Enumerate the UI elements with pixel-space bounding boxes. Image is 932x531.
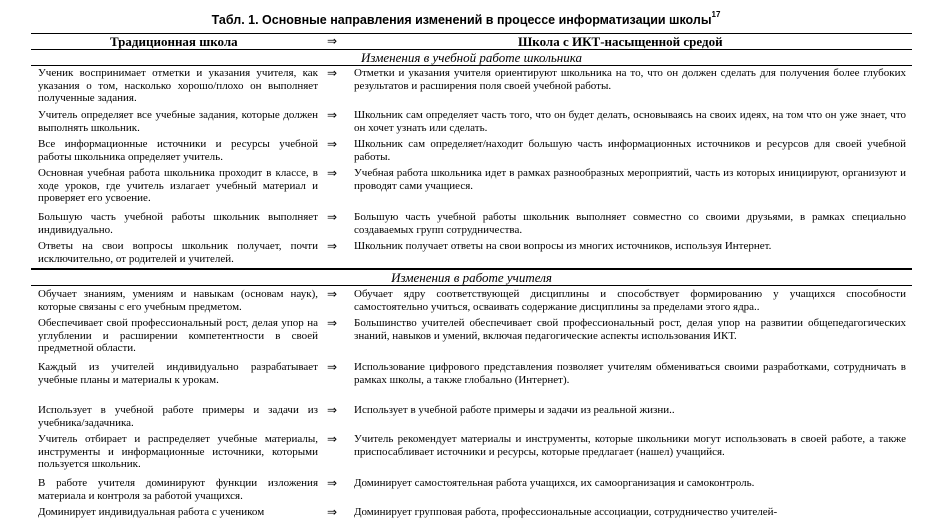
arrow-icon: ⇒ (327, 403, 338, 417)
section-rule-teacher (31, 285, 912, 286)
traditional-cell: В работе учителя доминируют функции изложения материала и контроля за работой учащихся. (38, 477, 318, 502)
arrow-icon: ⇒ (327, 287, 338, 301)
arrow-icon: ⇒ (327, 432, 338, 446)
ict-cell: Учебная работа школьника идет в рамках разнообразных мероприятий, часть из которых инициируют, организуют и проводят сами учащиеся. (354, 167, 906, 192)
section-title-teacher: Изменения в работе учителя (391, 270, 552, 285)
ict-cell: Школьник сам определяет часть того, что он будет делать, основываясь на своих идеях, на том что он уже знает, что он хочет узнать или сделать. (354, 109, 906, 134)
traditional-cell: Каждый из учителей индивидуально разрабатывает учебные планы и материалы к урокам. (38, 361, 318, 386)
footnote-marker: 17 (711, 10, 721, 19)
ict-cell: Обучает ядру соответствующей дисциплины и способствует формированию у учащихся способности самостоятельно учиться, осваивать содержание дисциплины за пределами этого ядра.. (354, 288, 906, 313)
traditional-cell: Обеспечивает свой профессиональный рост, делая упор на углублении и расширении компетентности в своей предметной области. (38, 317, 318, 355)
traditional-cell: Учитель отбирает и распределяет учебные материалы, инструменты и информационные источники, которыми пользуется школьник. (38, 433, 318, 471)
traditional-cell: Большую часть учебной работы школьник выполняет индивидуально. (38, 211, 318, 236)
arrow-icon: ⇒ (327, 360, 338, 374)
column-header-ict: Школа с ИКТ-насыщенной средой (518, 34, 723, 49)
arrow-icon: ⇒ (327, 476, 338, 490)
arrow-icon: ⇒ (327, 137, 338, 151)
arrow-icon: ⇒ (327, 166, 338, 180)
column-header-traditional: Традиционная школа (110, 34, 238, 49)
arrow-icon: ⇒ (327, 66, 338, 80)
ict-cell: Отметки и указания учителя ориентируют школьника на то, что он должен сделать для получения более глубоких результатов и расширения поля своей учебной работы. (354, 67, 906, 92)
arrow-icon: ⇒ (327, 210, 338, 224)
ict-cell: Использование цифрового представления позволяет учителям обмениваться своими разработками, сотрудничать в рамках школы, а также глобально (Интернет). (354, 361, 906, 386)
ict-cell: Школьник сам определяет/находит большую часть информационных источников и ресурсов для своей учебной работы. (354, 138, 906, 163)
traditional-cell: Основная учебная работа школьника проходит в классе, в ходе уроков, где учитель излагает учебный материал и проверяет его усвоение. (38, 167, 318, 205)
traditional-cell: Использует в учебной работе примеры и задачи из учебника/задачника. (38, 404, 318, 429)
section-title-student: Изменения в учебной работе школьника (360, 50, 582, 65)
ict-cell: Доминирует групповая работа, профессиональные ассоциации, сотрудничество учителей- (354, 506, 778, 518)
section-rule-student (31, 65, 912, 66)
ict-cell: Доминирует самостоятельная работа учащихся, их самоорганизация и самоконтроль. (354, 477, 755, 489)
traditional-cell: Ученик воспринимает отметки и указания учителя, как указания о том, насколько хорошо/плохо он выполняет полученные задания. (38, 67, 318, 105)
ict-cell: Большинство учителей обеспечивает свой профессиональный рост, делая упор на развитии общепедагогических знаний, навыков и умений, включая педагогические аспекты использования ИКТ. (354, 317, 906, 342)
column-header-arrow: ⇒ (327, 34, 338, 48)
arrow-icon: ⇒ (327, 108, 338, 122)
traditional-cell: Доминирует индивидуальная работа с учеником (38, 506, 265, 518)
table-title-text: Табл. 1. Основные направления изменений в процессе информатизации школы (211, 13, 712, 27)
traditional-cell: Учитель определяет все учебные задания, которые должен выполнять школьник. (38, 109, 318, 134)
ict-cell: Использует в учебной работе примеры и задачи из реальной жизни.. (354, 404, 675, 416)
traditional-cell: Ответы на свои вопросы школьник получает, почти исключительно, от родителей и учителей. (38, 240, 318, 265)
table-title (0, 10, 932, 27)
arrow-icon: ⇒ (327, 316, 338, 330)
arrow-icon: ⇒ (327, 239, 338, 253)
ict-cell: Большую часть учебной работы школьник выполняет совместно со своими друзьями, в рамках специально создаваемых групп сотрудничества. (354, 211, 906, 236)
traditional-cell: Все информационные источники и ресурсы учебной работы школьника определяет учитель. (38, 138, 318, 163)
ict-cell: Школьник получает ответы на свои вопросы из многих источников, используя Интернет. (354, 240, 772, 252)
ict-cell: Учитель рекомендует материалы и инструменты, которые школьники могут использовать в своей работе, а также приспосабливает источники и ресурсы, которые предлагает (нашел) учащийся. (354, 433, 906, 458)
traditional-cell: Обучает знаниям, умениям и навыкам (основам наук), которые связаны с его учебным предметом. (38, 288, 318, 313)
arrow-icon: ⇒ (327, 505, 338, 519)
